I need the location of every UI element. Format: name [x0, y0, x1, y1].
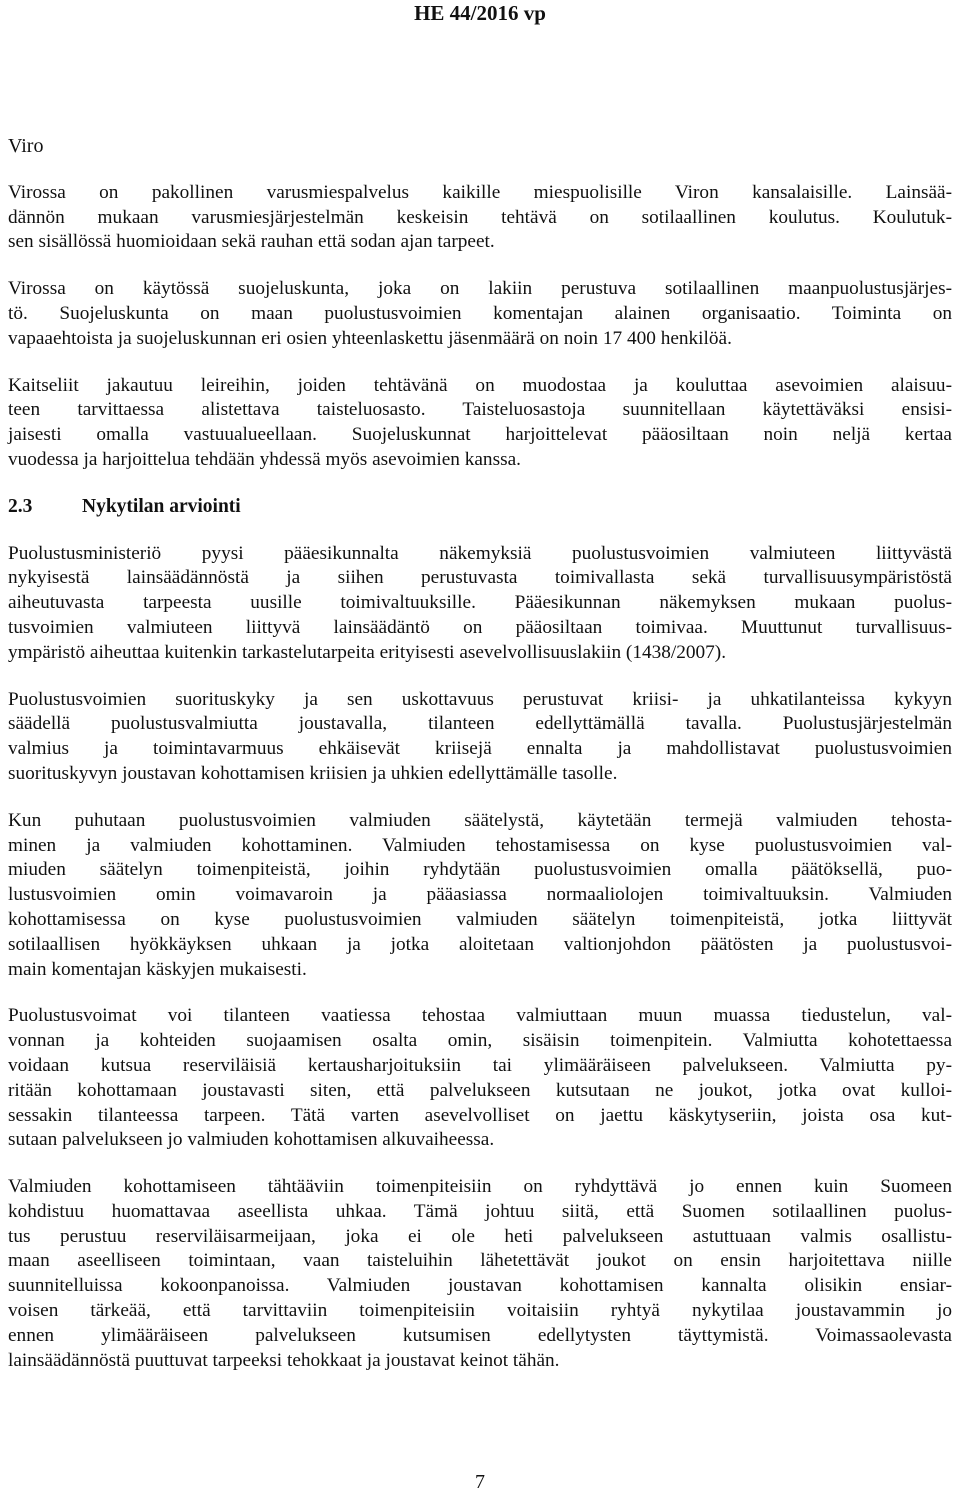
- document-body: [8, 134, 952, 1395]
- text-line: Kun puhutaan puolustusvoimien valmiuden säätelystä, käytetään termejä valmiuden tehosta-: [8, 809, 952, 831]
- paragraph: [8, 1004, 952, 1153]
- paragraph: [8, 688, 952, 787]
- text-line: voisen tärkeää, että tarvittaviin toimenpiteisiin voitaisiin ryhtyä nykytilaa joustavammin jo: [8, 1300, 952, 1322]
- text-line: Puolustusministeriö pyysi pääesikunnalta näkemyksiä puolustusvoimien valmiuteen liittyvästä: [8, 542, 952, 564]
- text-line: lainsäädännöstä puuttuvat tarpeeksi tehokkaat ja joustavat keinot tähän.: [8, 1349, 560, 1371]
- page-number: 7: [475, 1471, 485, 1493]
- document-header: [0, 0, 960, 26]
- text-line: Kaitseliit jakautuu leireihin, joiden tehtävänä on muodostaa ja kouluttaa asevoimien alaisuu-: [8, 374, 952, 396]
- text-line: vonnan ja kohteiden suojaamisen osalta omin, sisäisin toimenpitein. Valmiutta kohotettaessa: [8, 1030, 952, 1052]
- paragraph: [8, 1175, 952, 1373]
- paragraph: [8, 181, 952, 255]
- text-line: teen tarvittaessa alistettava taisteluosasto. Taisteluosastoja suunnitellaan käytettäväksi ensisi-: [8, 399, 952, 421]
- section-title: Nykytilan arviointi: [82, 495, 241, 517]
- section-number: 2.3: [8, 495, 33, 517]
- text-line: Virossa on käytössä suojeluskunta, joka on lakiin perustuva sotilaallinen maanpuolustusjärjes-: [8, 278, 952, 300]
- text-line: ennen ylimääräiseen palvelukseen kutsumisen edellytysten täyttymistä. Voimassaolevasta: [8, 1324, 952, 1346]
- document-title: HE 44/2016 vp: [414, 1, 546, 25]
- text-line: lustusvoimien omin voimavaroin ja pääasiassa normaaliolojen toimivaltuuksin. Valmiuden: [8, 884, 952, 906]
- text-line: tusvoimien valmiuteen liittyvä lainsäädäntö on pääosiltaan toimivaa. Muuttunut turvallisuus-: [8, 616, 952, 638]
- text-line: tus perustuu reserviläisarmeijaan, joka ei ole heti palvelukseen astuttuaan valmis osallistu-: [8, 1225, 952, 1247]
- assessment-section: [8, 542, 952, 1374]
- text-line: voidaan kutsua reserviläisiä kertausharjoituksiin tai ylimääräiseen palvelukseen. Valmiutta py-: [8, 1054, 952, 1076]
- text-line: sutaan palvelukseen jo valmiuden kohottamisen alkuvaiheessa.: [8, 1129, 495, 1151]
- text-line: maan aseelliseen toimintaan, vaan taisteluihin lähetettävät joukot on ensin harjoitettava niille: [8, 1250, 952, 1272]
- paragraph: [8, 809, 952, 983]
- text-line: sen sisällössä huomioidaan sekä rauhan että sodan ajan tarpeet.: [8, 231, 495, 253]
- text-line: miuden säätelyn toimenpiteistä, joihin ryhdytään puolustusvoimien omalla päätöksellä, puo-: [8, 859, 952, 881]
- text-line: Virossa on pakollinen varusmiespalvelus kaikille miespuolisille Viron kansalaisille. Lainsää-: [8, 181, 952, 203]
- text-line: Puolustusvoimien suorituskyky ja sen uskottavuus perustuvat kriisi- ja uhkatilanteissa kykyyn: [8, 688, 952, 710]
- text-line: nykyisestä lainsäädännöstä ja siihen perustuvasta toimivallasta sekä turvallisuusympäristöstä: [8, 567, 952, 589]
- text-line: jaisesti omalla vastuualueellaan. Suojeluskunnat harjoittelevat pääosiltaan noin neljä kertaa: [8, 424, 952, 446]
- text-line: vapaaehtoista ja suojeluskunnan eri osien yhteenlaskettu jäsenmäärä on noin 17 400 henkilöä.: [8, 327, 732, 349]
- text-line: vuodessa ja harjoittelua tehdään yhdessä myös asevoimien kanssa.: [8, 448, 521, 470]
- country-heading: Viro: [8, 135, 44, 157]
- paragraph: [8, 542, 952, 666]
- text-line: kohottamisessa on kyse puolustusvoimien valmiuden säätelyn toimenpiteistä, jotka liittyvät: [8, 908, 952, 930]
- text-line: sotilaallisen hyökkäyksen uhkaan ja jotka aloitetaan valtionjohdon päätösten ja puolustusvoi-: [8, 933, 952, 955]
- text-line: suorituskyvyn joustavan kohottamisen kriisien ja uhkien edellyttämälle tasolle.: [8, 762, 618, 784]
- text-line: minen ja valmiuden kohottaminen. Valmiuden tehostamisessa on kyse puolustusvoimien val-: [8, 834, 952, 856]
- text-line: valmius ja toimintavarmuus ehkäisevät kriisejä ennalta ja mahdollistavat puolustusvoimien: [8, 738, 952, 760]
- section-heading: [8, 495, 952, 520]
- paragraph: [8, 374, 952, 473]
- text-line: ritään kohottamaan joustavasti siten, että palvelukseen kutsutaan ne joukot, jotka ovat kulloi-: [8, 1079, 952, 1101]
- text-line: tö. Suojeluskunta on maan puolustusvoimien komentajan alainen organisaatio. Toiminta on: [8, 302, 952, 324]
- text-line: main komentajan käskyjen mukaisesti.: [8, 958, 307, 980]
- text-line: ympäristö aiheuttaa kuitenkin tarkastelutarpeita erityisesti asevelvollisuuslakiin (1438/2007).: [8, 641, 727, 663]
- text-line: dännön mukaan varusmiesjärjestelmän keskeisin tehtävä on sotilaallinen koulutus. Koulutuk-: [8, 206, 952, 228]
- text-line: sessakin tilanteessa tarpeen. Tätä varten asevelvolliset on jaettu käskytyseriin, joista osa kut-: [8, 1104, 952, 1126]
- text-line: kohdistuu huomattavaa aseellista uhkaa. Tämä johtuu siitä, että Suomen sotilaallinen puolus-: [8, 1200, 952, 1222]
- text-line: aiheutuvasta tarpeesta uusille toimivaltuuksille. Pääesikunnan näkemyksen mukaan puolus-: [8, 592, 952, 614]
- text-line: säädellä puolustusvalmiutta joustavalla, tilanteen edellyttämällä tavalla. Puolustusjärjestelmän: [8, 713, 952, 735]
- estonia-section: [8, 181, 952, 473]
- text-line: Puolustusvoimat voi tilanteen vaatiessa tehostaa valmiuttaan muun muassa tiedustelun, val-: [8, 1005, 952, 1027]
- text-line: suunnitelluissa kokoonpanoissa. Valmiuden joustavan kohottamisen kannalta olisikin ensiar-: [8, 1275, 952, 1297]
- text-line: Valmiuden kohottamiseen tähtääviin toimenpiteisiin on ryhdyttävä jo ennen kuin Suomeen: [8, 1176, 952, 1198]
- paragraph: [8, 277, 952, 351]
